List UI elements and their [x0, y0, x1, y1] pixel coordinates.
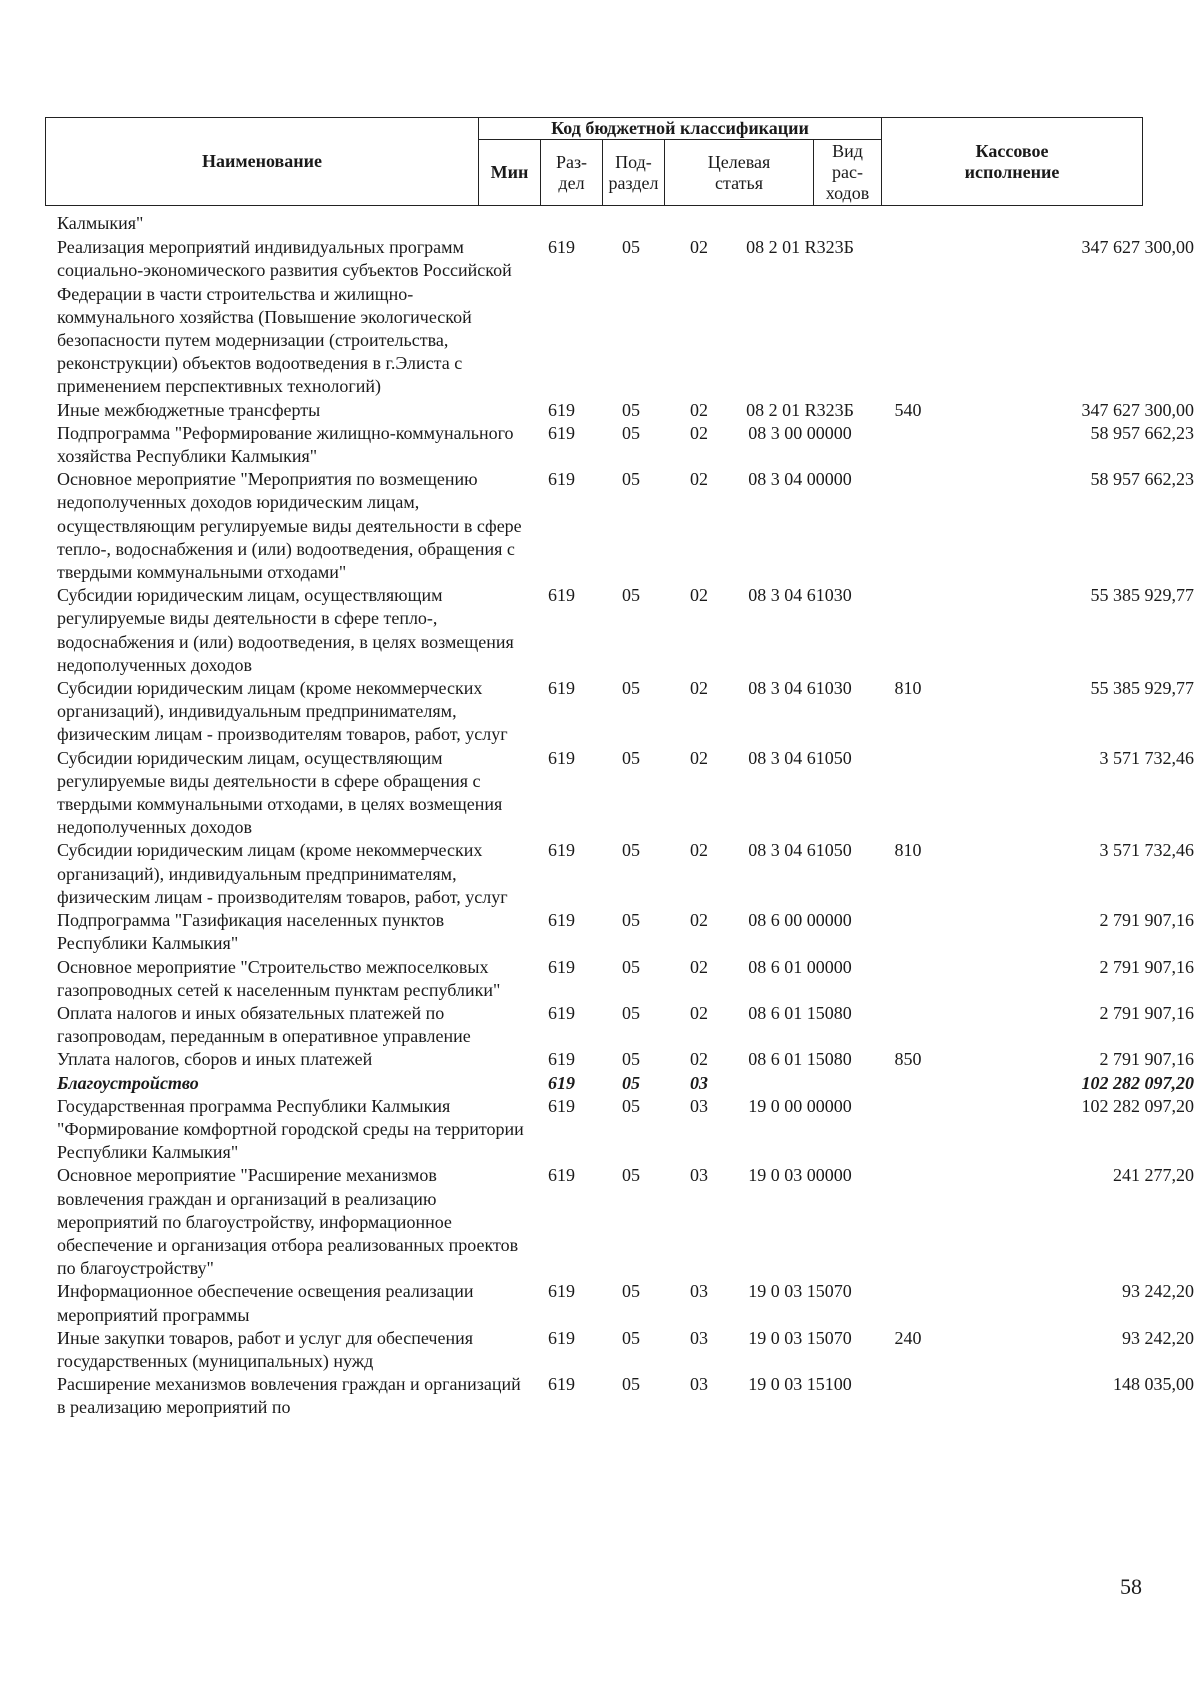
header-amount: Кассовое исполнение: [882, 118, 1143, 206]
row-podrazdel: 03: [690, 1165, 708, 1186]
row-podrazdel: 02: [690, 1049, 708, 1070]
row-min: 619: [548, 237, 575, 258]
row-min: 619: [548, 1095, 575, 1116]
row-min: 619: [548, 678, 575, 699]
row-target: 08 2 01 R323Б: [746, 399, 854, 420]
header-podrazdel: Под- раздел: [603, 140, 665, 206]
header-target: Целевая статья: [665, 140, 814, 206]
row-vid: 240: [894, 1327, 922, 1348]
row-razdel: 05: [622, 1049, 640, 1070]
row-podrazdel: 02: [690, 678, 708, 699]
row-amount: 3 571 732,46: [1099, 840, 1194, 861]
row-target: 08 3 04 00000: [748, 469, 852, 490]
row-name: Информационное обеспечение освещения реализации мероприятий программы: [57, 1281, 474, 1325]
row-podrazdel: 02: [690, 237, 708, 258]
row-name: Оплата налогов и иных обязательных платежей по газопроводам, переданным в оперативное управление: [57, 1002, 471, 1047]
row-min: 619: [548, 399, 575, 420]
table-row: [57, 677, 1194, 747]
row-amount: 2 791 907,16: [1099, 1049, 1194, 1070]
table-row: [57, 1373, 1194, 1419]
row-name: Расширение механизмов вовлечения граждан и организаций в реализацию мероприятий по: [57, 1374, 521, 1418]
row-razdel: 05: [622, 747, 640, 768]
row-min: 619: [548, 1281, 575, 1302]
row-name: Иные межбюджетные трансферты: [57, 399, 321, 420]
row-target: 19 0 03 00000: [748, 1165, 852, 1186]
row-target: 08 6 01 15080: [748, 1049, 852, 1070]
row-target: 08 3 04 61030: [748, 585, 852, 606]
row-amount: 2 791 907,16: [1099, 1002, 1194, 1023]
table-row: [57, 839, 1194, 909]
header-budget-code: Код бюджетной классификации: [479, 118, 882, 140]
row-amount: 93 242,20: [1122, 1327, 1194, 1348]
row-podrazdel: 02: [690, 1002, 708, 1023]
row-razdel: 05: [622, 1095, 640, 1116]
row-amount: 2 791 907,16: [1099, 956, 1194, 977]
row-target: 08 3 04 61030: [748, 678, 852, 699]
table-row: [57, 747, 1194, 840]
header-name: Наименование: [46, 118, 479, 206]
page-number: 58: [1120, 1574, 1142, 1599]
header-razdel: Раз- дел: [541, 140, 603, 206]
row-min: 619: [548, 840, 575, 861]
row-min: 619: [548, 1165, 575, 1186]
row-amount: 148 035,00: [1113, 1374, 1194, 1395]
table-row: [57, 1327, 1194, 1373]
row-razdel: 05: [622, 422, 640, 443]
table-row: [57, 468, 1194, 584]
row-name: Основное мероприятие "Расширение механизмов вовлечения граждан и организаций в реализацию мероприятий по благоустройству, информационное обеспечение и организация отбора реализованных проектов по благоустройству": [57, 1165, 519, 1279]
table-row: [57, 212, 1142, 235]
row-razdel: 05: [622, 237, 640, 258]
row-razdel: 05: [622, 469, 640, 490]
table-row: [57, 909, 1194, 955]
row-target: 08 6 01 00000: [748, 956, 852, 977]
row-name: Иные закупки товаров, работ и услуг для обеспечения государственных (муниципальных) нужд: [57, 1327, 473, 1371]
row-amount: 55 385 929,77: [1090, 678, 1194, 699]
table-row: [57, 399, 1194, 422]
table-row: [57, 1002, 1194, 1048]
row-vid: 810: [894, 678, 922, 699]
row-razdel: 05: [622, 1327, 640, 1348]
row-target: 08 2 01 R323Б: [746, 237, 854, 258]
row-razdel: 05: [622, 956, 640, 977]
row-amount: 2 791 907,16: [1099, 910, 1194, 931]
row-min: 619: [548, 1072, 575, 1093]
table-row: [57, 1095, 1194, 1165]
row-razdel: 05: [622, 1281, 640, 1302]
row-target: 08 6 00 00000: [748, 910, 852, 931]
row-name: Основное мероприятие "Строительство межпоселковых газопроводных сетей к населенным пунктам республики": [57, 956, 501, 1000]
table-row: [57, 956, 1194, 1002]
table-row: [57, 1048, 1194, 1071]
row-podrazdel: 02: [690, 910, 708, 931]
row-razdel: 05: [622, 840, 640, 861]
row-min: 619: [548, 1374, 575, 1395]
row-name: Субсидии юридическим лицам, осуществляющим регулируемые виды деятельности в сфере тепло-, водоснабжения и (или) водоотведения, в целях возмещения недополученных доходов: [57, 585, 514, 675]
row-podrazdel: 03: [690, 1327, 708, 1348]
row-vid: 540: [894, 399, 922, 420]
row-target: 08 3 04 61050: [748, 840, 852, 861]
row-name: Благоустройство: [57, 1072, 199, 1093]
table-body: [57, 212, 1194, 1420]
row-target: 19 0 03 15070: [748, 1327, 852, 1348]
table-row: [57, 1280, 1194, 1326]
row-podrazdel: 03: [690, 1281, 708, 1302]
row-min: 619: [548, 910, 575, 931]
row-podrazdel: 02: [690, 422, 708, 443]
header-min: Мин: [479, 140, 541, 206]
table-row: [57, 1072, 1194, 1095]
row-podrazdel: 02: [690, 469, 708, 490]
row-name: Субсидии юридическим лицам, осуществляющим регулируемые виды деятельности в сфере обращения с твердыми коммунальными отходами, в целях возмещения недополученных доходов: [57, 747, 503, 838]
row-podrazdel: 03: [690, 1072, 708, 1093]
row-target: 19 0 03 15100: [748, 1374, 852, 1395]
row-target: 08 6 01 15080: [748, 1002, 852, 1023]
row-min: 619: [548, 1002, 575, 1023]
row-razdel: 05: [622, 585, 640, 606]
row-razdel: 05: [622, 1374, 640, 1395]
row-name: Основное мероприятие "Мероприятия по возмещению недополученных доходов юридическим лицам, осуществляющим регулируемые виды деятельности в сфере тепло-, водоснабжения и (или) водоотведения, обращения с твердыми коммунальными отходами": [57, 469, 522, 583]
row-name: Реализация мероприятий индивидуальных программ социально-экономического развития субъектов Российской Федерации в части строительства и жилищно-коммунального хозяйства (Повышение экологической безопасности путем модернизации (строительства, реконструкции) объектов водоотведения в г.Элиста с применением перспективных технологий): [57, 237, 512, 397]
row-amount: 102 282 097,20: [1081, 1072, 1194, 1093]
row-podrazdel: 02: [690, 585, 708, 606]
row-name: Подпрограмма "Реформирование жилищно-коммунального хозяйства Республики Калмыкия": [57, 422, 514, 467]
row-min: 619: [548, 956, 575, 977]
row-podrazdel: 03: [690, 1374, 708, 1395]
header-vid: Вид рас- ходов: [814, 140, 882, 206]
row-razdel: 05: [622, 399, 640, 420]
row-min: 619: [548, 469, 575, 490]
row-amount: 93 242,20: [1122, 1281, 1194, 1302]
row-razdel: 05: [622, 1165, 640, 1186]
row-amount: 58 957 662,23: [1090, 422, 1194, 443]
row-target: 19 0 00 00000: [748, 1095, 852, 1116]
row-razdel: 05: [622, 1002, 640, 1023]
row-amount: 58 957 662,23: [1090, 469, 1194, 490]
row-amount: 102 282 097,20: [1081, 1095, 1194, 1116]
row-name: Калмыкия": [57, 213, 144, 233]
row-name: Государственная программа Республики Калмыкия "Формирование комфортной городской среды на территории Республики Калмыкия": [57, 1095, 524, 1163]
row-min: 619: [548, 585, 575, 606]
row-amount: 347 627 300,00: [1081, 399, 1194, 420]
row-target: 19 0 03 15070: [748, 1281, 852, 1302]
row-podrazdel: 02: [690, 747, 708, 768]
row-razdel: 05: [622, 1072, 640, 1093]
row-razdel: 05: [622, 910, 640, 931]
row-min: 619: [548, 1327, 575, 1348]
table-row: [57, 1164, 1194, 1280]
row-vid: 810: [894, 840, 922, 861]
row-amount: 55 385 929,77: [1090, 585, 1194, 606]
table-row: [57, 236, 1194, 398]
row-name: Уплата налогов, сборов и иных платежей: [57, 1049, 373, 1070]
row-target: 08 3 00 00000: [748, 422, 852, 443]
row-amount: 3 571 732,46: [1099, 747, 1194, 768]
row-podrazdel: 02: [690, 840, 708, 861]
row-name: Субсидии юридическим лицам (кроме некоммерческих организаций), индивидуальным предпринимателям, физическим лицам - производителям товаров, работ, услуг: [57, 840, 508, 907]
row-podrazdel: 02: [690, 956, 708, 977]
table-row: [57, 422, 1194, 468]
row-podrazdel: 02: [690, 399, 708, 420]
row-min: 619: [548, 747, 575, 768]
row-podrazdel: 03: [690, 1095, 708, 1116]
row-target: 08 3 04 61050: [748, 747, 852, 768]
table-row: [57, 584, 1194, 677]
row-name: Субсидии юридическим лицам (кроме некоммерческих организаций), индивидуальным предпринимателям, физическим лицам - производителям товаров, работ, услуг: [57, 678, 508, 745]
row-amount: 241 277,20: [1113, 1165, 1194, 1186]
row-min: 619: [548, 1049, 575, 1070]
row-name: Подпрограмма "Газификация населенных пунктов Республики Калмыкия": [57, 910, 445, 954]
table-header: [45, 117, 1143, 206]
row-amount: 347 627 300,00: [1081, 237, 1194, 258]
row-vid: 850: [894, 1049, 922, 1070]
row-min: 619: [548, 422, 575, 443]
row-razdel: 05: [622, 678, 640, 699]
